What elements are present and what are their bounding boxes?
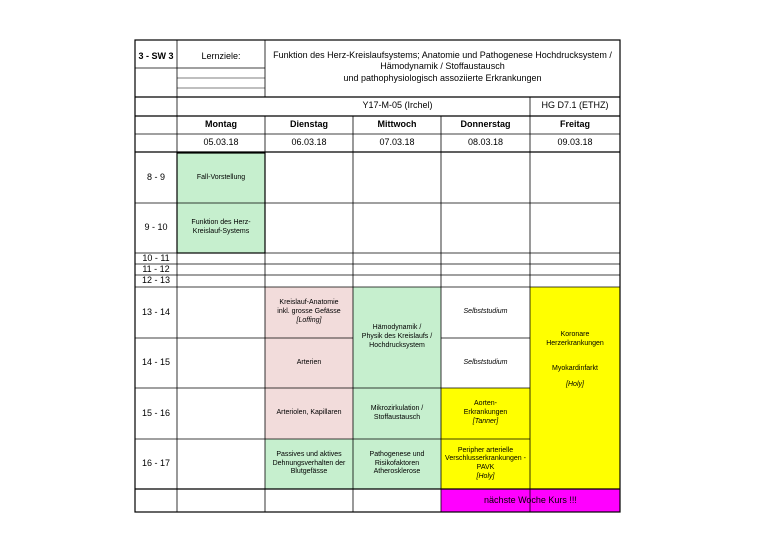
day-friday: Freitag: [559, 119, 590, 130]
event-line: Erkrankungen: [463, 409, 508, 417]
lernziele-label: Lernziele:: [201, 51, 241, 62]
event-line: inkl. grosse Gefässe: [277, 308, 341, 316]
event-koronare-herzerkrankungen[interactable]: [530, 287, 620, 489]
event-haemodynamik[interactable]: [353, 287, 441, 388]
time-15: 15 - 16: [141, 407, 171, 418]
event-lecturer: [Holy]: [476, 472, 495, 480]
event-line: Fall-Vorstellung: [196, 173, 246, 181]
event-fall-vorstellung[interactable]: [177, 153, 265, 203]
time-8: 8 - 9: [146, 172, 165, 183]
day-wednesday: Mittwoch: [377, 119, 417, 130]
event-line: Arteriolen, Kapillaren: [276, 409, 342, 417]
time-12: 12 - 13: [141, 275, 171, 286]
topic-line-2: Hämodynamik / Stoffaustausch: [380, 61, 505, 72]
event-arterien[interactable]: [265, 338, 353, 388]
time-16: 16 - 17: [141, 458, 171, 469]
date-friday: 09.03.18: [557, 137, 593, 148]
topic-text: [265, 46, 620, 88]
event-line: Myokardinfarkt: [552, 364, 598, 372]
event-mikrozirkulation[interactable]: [353, 388, 441, 439]
event-line: Peripher arterielle: [457, 446, 514, 454]
room-friday: HG D7.1 (ETHZ): [541, 99, 609, 110]
event-lecturer: [Holy]: [566, 381, 584, 389]
event-selbststudium-14[interactable]: [441, 338, 530, 388]
event-line: Physik des Kreislaufs /: [361, 333, 433, 341]
event-kreislauf-anatomie[interactable]: [265, 287, 353, 338]
event-line: Koronare: [560, 331, 590, 338]
event-line: Passives und aktives: [276, 450, 342, 458]
event-line: Aorten-: [474, 400, 497, 408]
event-line: Verschlusserkrankungen -: [445, 455, 526, 463]
event-line: Kreislauf-Anatomie: [279, 299, 339, 307]
day-thursday: Donnerstag: [460, 119, 511, 130]
event-line: Selbststudium: [463, 358, 508, 366]
event-line: Blutgefässe: [290, 468, 328, 476]
event-line: PAVK: [476, 464, 495, 471]
event-line: Atherosklerose: [373, 468, 421, 476]
event-funktion-herz-kreislauf[interactable]: [177, 203, 265, 253]
time-13: 13 - 14: [141, 306, 171, 317]
event-line: Hochdrucksystem: [369, 341, 425, 349]
room-main: Y17-M-05 (Irchel): [362, 99, 433, 110]
event-selbststudium-13[interactable]: [441, 287, 530, 338]
event-line: Stoffaustausch: [373, 413, 421, 421]
week-code: 3 - SW 3: [138, 51, 174, 62]
event-line: Hämodynamik /: [372, 324, 422, 332]
event-line: Arterien: [296, 358, 322, 366]
date-tuesday: 06.03.18: [291, 137, 327, 148]
time-14: 14 - 15: [141, 357, 171, 368]
event-line: Pathogenese und: [369, 450, 425, 458]
time-10: 10 - 11: [142, 252, 170, 263]
event-line: Selbststudium: [463, 308, 508, 316]
event-lecturer: [Loffing]: [296, 316, 322, 324]
event-pavk[interactable]: [441, 439, 530, 489]
event-line: Kreislauf-Systems: [192, 228, 250, 235]
day-tuesday: Dienstag: [289, 119, 328, 130]
date-thursday: 08.03.18: [467, 137, 504, 148]
date-monday: 05.03.18: [203, 137, 239, 148]
event-line: Herzerkrankungen: [546, 339, 604, 347]
event-lecturer: [Tanner]: [472, 417, 499, 425]
event-line: Risikofaktoren: [374, 459, 420, 467]
topic-line-1: Funktion des Herz-Kreislaufsystems; Anatomie und Pathogenese Hochdrucksystem /: [273, 50, 612, 61]
event-dehnungsverhalten[interactable]: [265, 439, 353, 489]
day-monday: Montag: [205, 119, 237, 130]
time-11: 11 - 12: [142, 263, 170, 274]
event-line: Dehnungsverhalten der: [272, 459, 346, 467]
event-atherosklerose[interactable]: [353, 439, 441, 489]
date-wednesday: 07.03.18: [379, 137, 415, 148]
event-line: nächste Woche Kurs !!!: [484, 494, 577, 505]
event-line: Funktion des Herz-: [191, 219, 251, 227]
next-week-notice: [441, 489, 620, 512]
topic-line-3: und pathophysiologisch assoziierte Erkrankungen: [343, 72, 542, 83]
time-9: 9 - 10: [144, 222, 168, 233]
event-aorten-erkrankungen[interactable]: [441, 388, 530, 439]
event-line: Mikrozirkulation /: [370, 404, 424, 412]
event-arteriolen-kapillaren[interactable]: [265, 388, 353, 439]
